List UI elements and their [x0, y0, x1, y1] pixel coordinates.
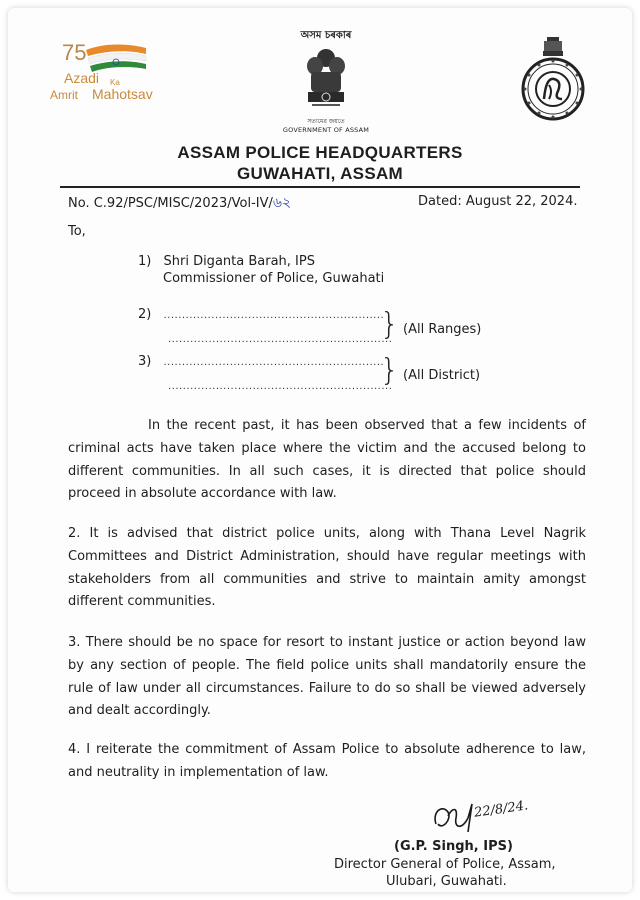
- signatory-name: (G.P. Singh, IPS): [394, 839, 513, 854]
- addressee-1-designation: Commissioner of Police, Guwahati: [163, 271, 385, 286]
- addressee-1-number: 1): [138, 254, 152, 269]
- addressee-3-group: (All District): [403, 368, 481, 383]
- addressee-2-line-2: [168, 330, 392, 348]
- addressee-3-dotted-line-1: ............................................................: [163, 357, 385, 368]
- addressee-2-dotted-line-1: ............................................................: [163, 310, 385, 321]
- salutation: To,: [68, 224, 86, 239]
- azadi-line2: Amrit: [50, 88, 78, 102]
- paragraph-3: 3. There should be no space for resort to instant justice or action beyond law by any section of people. The field police units shall mandatorily ensure the rule of law under all circumstances. Failure to do so shall be viewed adversely and dealt accordingly.: [68, 635, 586, 719]
- govt-english-heading: GOVERNMENT OF ASSAM: [282, 126, 370, 134]
- addressee-3-line-2: [168, 377, 392, 395]
- addressee-3-dotted-line-2: .............................................................: [168, 381, 393, 392]
- reference-number: [68, 194, 291, 212]
- national-emblem: [282, 28, 370, 138]
- letter-date: Dated: August 22, 2024.: [418, 194, 578, 209]
- signature: [428, 794, 548, 842]
- addressee-3-brace: }: [380, 353, 400, 388]
- azadi-number: 75: [62, 40, 87, 65]
- addressee-1: [138, 253, 384, 287]
- letter-page: [8, 8, 632, 892]
- paragraph-4: 4. I reiterate the commitment of Assam Police to absolute adherence to law, and neutrality in implementation of law.: [68, 742, 586, 780]
- handwritten-signature-date: 22/8/24.: [473, 798, 530, 821]
- addressee-2: [138, 306, 384, 324]
- office-line1: ASSAM POLICE HEADQUARTERS: [177, 143, 463, 162]
- addressee-3-number: 3): [138, 354, 152, 369]
- emblem-motto: সত্যমেৱ জয়তে: [307, 118, 345, 125]
- addressee-3: [138, 353, 384, 371]
- assam-police-badge: [516, 33, 590, 123]
- signatory-designation: Director General of Police, Assam,: [334, 857, 556, 872]
- office-line2: GUWAHATI, ASSAM: [237, 164, 403, 183]
- azadi-line1: Azadi: [64, 70, 100, 86]
- azadi-mahotsav: Mahotsav: [92, 86, 153, 102]
- azadi-ka: Ka: [110, 78, 120, 87]
- addressee-2-dotted-line-2: .............................................................: [168, 334, 393, 345]
- office-title: [8, 142, 632, 184]
- addressee-1-name: Shri Diganta Barah, IPS: [163, 254, 315, 269]
- paragraph-1: In the recent past, it has been observed that a few incidents of criminal acts have taken place where the victim and the accused belong to different communities. In all such cases, it is directed that police should proceed in absolute accordance with law.: [68, 418, 586, 502]
- handwritten-reference-number: ৬২: [272, 194, 292, 210]
- header-divider: [60, 186, 580, 188]
- assam-police-badge-icon: [516, 33, 590, 123]
- addressee-2-group: (All Ranges): [403, 322, 482, 337]
- signatory-location: Ulubari, Guwahati.: [386, 874, 507, 889]
- national-emblem-icon: [302, 46, 350, 118]
- paragraph-2: 2. It is advised that district police units, along with Thana Level Nagrik Committees and District Administration, should have regular meetings with stakeholders from all communities and strive to maintain amity amongst different communities.: [68, 526, 586, 610]
- addressee-2-brace: }: [380, 307, 400, 342]
- reference-prefix: No. C.92/PSC/MISC/2023/Vol-IV/: [68, 196, 273, 211]
- govt-assamese-heading: অসম চৰকাৰ: [300, 30, 352, 41]
- azadi-ka-amrit-mahotsav-logo: [46, 36, 186, 111]
- addressee-2-number: 2): [138, 307, 152, 322]
